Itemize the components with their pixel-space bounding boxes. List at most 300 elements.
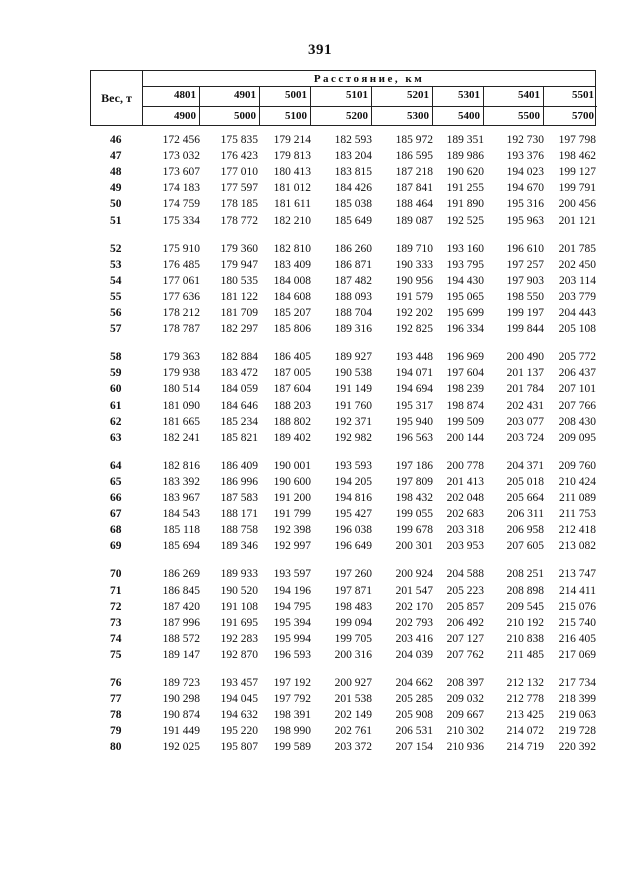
price-cell: 193 597 (273, 568, 311, 581)
weight-cell: 50 (110, 198, 122, 211)
price-cell: 198 990 (273, 725, 311, 738)
price-cell: 181 709 (220, 307, 258, 319)
price-cell: 194 795 (273, 600, 311, 613)
price-cell: 192 997 (273, 540, 311, 553)
price-cell: 195 394 (273, 616, 311, 629)
price-cell: 213 082 (558, 540, 596, 553)
price-cell: 188 758 (220, 524, 258, 537)
price-cell: 182 297 (220, 323, 258, 336)
table-row (90, 492, 596, 508)
price-cell: 205 857 (446, 600, 484, 613)
price-cell: 202 450 (558, 258, 596, 271)
table-row (90, 383, 596, 399)
weight-cell: 53 (110, 258, 122, 271)
price-cell: 206 531 (395, 725, 433, 738)
table-row (90, 416, 596, 432)
price-cell: 189 927 (334, 351, 372, 364)
price-cell: 185 694 (162, 540, 200, 553)
price-cell: 191 695 (220, 616, 258, 629)
price-cell: 194 430 (446, 274, 484, 287)
price-cell: 181 122 (220, 290, 258, 303)
price-cell: 180 413 (273, 166, 311, 179)
price-cell: 189 087 (395, 214, 433, 227)
price-cell: 176 485 (162, 258, 200, 271)
price-cell: 212 418 (558, 524, 596, 537)
price-cell: 195 699 (446, 307, 484, 319)
price-cell: 195 316 (506, 198, 544, 211)
weight-cell: 56 (110, 307, 122, 319)
price-cell: 184 059 (220, 383, 258, 396)
price-cell: 193 795 (446, 258, 484, 271)
price-cell: 187 583 (220, 492, 258, 504)
price-cell: 210 838 (506, 632, 544, 645)
price-cell: 213 425 (506, 709, 544, 722)
range-to: 5700 (572, 110, 594, 122)
price-cell: 194 694 (395, 383, 433, 396)
price-cell: 182 593 (334, 134, 372, 146)
price-cell: 172 456 (162, 134, 200, 146)
price-cell: 212 778 (506, 693, 544, 706)
price-cell: 198 432 (395, 492, 433, 504)
price-cell: 183 409 (273, 258, 311, 271)
table-row (90, 508, 596, 524)
price-cell: 200 301 (395, 540, 433, 553)
price-cell: 202 431 (506, 399, 544, 412)
weight-cell: 69 (110, 540, 122, 553)
price-cell: 217 734 (558, 677, 596, 689)
range-from: 5201 (407, 89, 429, 101)
range-divider (200, 106, 259, 107)
price-cell: 184 646 (220, 399, 258, 412)
price-cell: 203 416 (395, 632, 433, 645)
price-cell: 206 311 (507, 508, 544, 521)
table-row (90, 649, 596, 665)
weight-cell: 75 (110, 648, 122, 661)
price-cell: 190 001 (273, 459, 311, 472)
table-row (90, 275, 596, 291)
price-cell: 190 520 (220, 584, 258, 597)
table-row (90, 307, 596, 323)
table-row (90, 601, 596, 617)
price-cell: 212 132 (506, 677, 544, 689)
weight-cell: 55 (110, 290, 122, 303)
price-cell: 181 090 (162, 399, 200, 412)
price-cell: 197 903 (506, 274, 544, 287)
price-cell: 197 871 (334, 584, 372, 597)
price-cell: 183 472 (220, 367, 258, 380)
price-cell: 206 958 (506, 524, 544, 537)
price-cell: 189 346 (220, 540, 258, 553)
price-cell: 174 759 (162, 198, 200, 211)
price-cell: 186 269 (162, 568, 200, 581)
price-cell: 187 218 (395, 166, 433, 179)
price-cell: 200 490 (506, 351, 544, 364)
price-cell: 203 779 (558, 290, 596, 303)
table-row (90, 677, 596, 693)
price-cell: 189 147 (162, 648, 200, 661)
price-cell: 205 664 (506, 492, 544, 504)
price-cell: 177 061 (162, 274, 200, 287)
price-cell: 206 437 (558, 367, 596, 380)
price-cell: 189 986 (446, 150, 484, 163)
price-cell: 186 595 (395, 150, 433, 163)
price-cell: 209 760 (558, 459, 596, 472)
price-cell: 182 816 (162, 459, 200, 472)
weight-cell: 76 (110, 677, 122, 689)
weight-cell: 59 (110, 367, 122, 380)
price-cell: 185 649 (334, 214, 372, 227)
price-cell: 201 413 (446, 475, 484, 488)
price-cell: 203 077 (506, 415, 544, 428)
price-cell: 192 982 (334, 431, 372, 444)
price-cell: 189 402 (273, 431, 311, 444)
range-from: 5001 (285, 89, 307, 101)
price-cell: 195 427 (334, 508, 372, 521)
price-cell: 202 048 (446, 492, 484, 504)
range-from: 5401 (518, 89, 540, 101)
price-cell: 209 667 (446, 709, 484, 722)
price-cell: 195 807 (220, 741, 258, 754)
range-to: 5100 (285, 110, 307, 122)
price-cell: 204 371 (506, 459, 544, 472)
price-cell: 211 485 (507, 648, 544, 661)
price-cell: 191 579 (395, 290, 433, 303)
distance-range-5001-5100 (260, 87, 311, 125)
price-cell: 210 302 (446, 725, 484, 738)
price-cell: 185 207 (273, 307, 311, 319)
price-cell: 191 890 (446, 198, 484, 211)
price-cell: 210 424 (558, 475, 596, 488)
price-cell: 210 936 (446, 741, 484, 754)
weight-cell: 58 (110, 351, 122, 364)
price-cell: 188 802 (273, 415, 311, 428)
price-cell: 174 183 (162, 182, 200, 195)
price-cell: 184 543 (162, 508, 200, 521)
price-cell: 199 844 (506, 323, 544, 336)
price-cell: 201 538 (334, 693, 372, 706)
price-cell: 207 766 (558, 399, 596, 412)
price-cell: 182 884 (220, 351, 258, 364)
price-cell: 191 108 (220, 600, 258, 613)
table-row (90, 351, 596, 367)
range-to: 5300 (407, 110, 429, 122)
price-cell: 211 753 (559, 508, 596, 521)
price-cell: 203 318 (446, 524, 484, 537)
price-cell: 192 202 (395, 307, 433, 319)
price-cell: 186 845 (162, 584, 200, 597)
table-row (90, 633, 596, 649)
price-cell: 185 118 (163, 524, 200, 537)
distance-range-4901-5000 (200, 87, 260, 125)
price-cell: 207 605 (506, 540, 544, 553)
table-row (90, 617, 596, 633)
price-cell: 186 871 (334, 258, 372, 271)
weight-cell: 54 (110, 274, 122, 287)
price-cell: 199 055 (395, 508, 433, 521)
price-cell: 197 604 (446, 367, 484, 380)
price-cell: 199 509 (446, 415, 484, 428)
price-cell: 180 535 (220, 274, 258, 287)
table-row (90, 134, 596, 150)
price-cell: 202 683 (446, 508, 484, 521)
price-cell: 200 924 (395, 568, 433, 581)
price-cell: 206 492 (446, 616, 484, 629)
table-row (90, 725, 596, 741)
table-row (90, 693, 596, 709)
price-cell: 197 792 (273, 693, 311, 706)
price-cell: 197 260 (334, 568, 372, 581)
weight-cell: 73 (110, 616, 122, 629)
price-cell: 218 399 (558, 693, 596, 706)
range-divider (544, 106, 597, 107)
price-cell: 191 799 (273, 508, 311, 521)
price-cell: 202 761 (334, 725, 372, 738)
range-divider (433, 106, 483, 107)
price-cell: 205 908 (395, 709, 433, 722)
table-row (90, 323, 596, 339)
price-cell: 175 835 (220, 134, 258, 146)
price-cell: 191 760 (334, 399, 372, 412)
price-cell: 201 121 (558, 214, 596, 227)
price-cell: 186 405 (273, 351, 311, 364)
price-cell: 181 611 (274, 198, 311, 211)
range-divider (311, 106, 371, 107)
price-cell: 179 947 (220, 258, 258, 271)
price-cell: 193 448 (395, 351, 433, 364)
price-cell: 190 600 (273, 475, 311, 488)
price-cell: 219 063 (558, 709, 596, 722)
price-cell: 192 371 (334, 415, 372, 428)
weight-cell: 62 (110, 415, 122, 428)
price-cell: 207 154 (395, 741, 433, 754)
price-cell: 187 604 (273, 383, 311, 396)
weight-cell: 65 (110, 475, 122, 488)
price-cell: 190 956 (395, 274, 433, 287)
price-cell: 198 874 (446, 399, 484, 412)
price-cell: 200 456 (558, 198, 596, 211)
distance-range-5101-5200 (311, 87, 372, 125)
price-cell: 183 815 (334, 166, 372, 179)
price-cell: 207 101 (558, 383, 596, 396)
price-cell: 179 214 (273, 134, 311, 146)
price-cell: 204 039 (395, 648, 433, 661)
price-cell: 182 210 (273, 214, 311, 227)
price-cell: 205 108 (558, 323, 596, 336)
price-cell: 201 785 (558, 242, 596, 255)
price-cell: 185 234 (220, 415, 258, 428)
price-cell: 192 825 (395, 323, 433, 336)
price-cell: 188 203 (273, 399, 311, 412)
price-cell: 193 457 (220, 677, 258, 689)
price-cell: 199 589 (273, 741, 311, 754)
price-cell: 197 186 (395, 459, 433, 472)
table-row (90, 166, 596, 182)
weight-cell: 72 (110, 600, 122, 613)
weight-cell: 70 (110, 568, 122, 581)
price-cell: 175 334 (162, 214, 200, 227)
price-cell: 215 076 (558, 600, 596, 613)
price-cell: 187 996 (162, 616, 200, 629)
price-cell: 178 212 (162, 307, 200, 319)
price-cell: 191 255 (446, 182, 484, 195)
price-cell: 186 409 (220, 459, 258, 472)
table-row (90, 198, 596, 214)
weight-cell: 51 (110, 214, 122, 227)
price-cell: 187 841 (395, 182, 433, 195)
price-cell: 178 772 (220, 214, 258, 227)
price-cell: 183 392 (162, 475, 200, 488)
distance-header: Расстояние, км (143, 71, 595, 87)
price-cell: 173 607 (162, 166, 200, 179)
price-cell: 192 283 (220, 632, 258, 645)
price-cell: 187 420 (162, 600, 200, 613)
price-cell: 203 372 (334, 741, 372, 754)
table-row (90, 182, 596, 198)
price-cell: 204 662 (395, 677, 433, 689)
price-cell: 190 874 (162, 709, 200, 722)
price-cell: 204 588 (446, 568, 484, 581)
price-cell: 196 649 (334, 540, 372, 553)
price-cell: 186 996 (220, 475, 258, 488)
table-row (90, 476, 596, 492)
price-cell: 188 704 (334, 307, 372, 319)
price-cell: 196 334 (446, 323, 484, 336)
range-divider (484, 106, 543, 107)
price-cell: 202 149 (334, 709, 372, 722)
price-cell: 202 793 (395, 616, 433, 629)
price-cell: 191 200 (273, 492, 311, 504)
price-cell: 207 762 (446, 648, 484, 661)
price-cell: 205 772 (558, 351, 596, 364)
price-cell: 199 705 (334, 632, 372, 645)
price-cell: 209 095 (558, 431, 596, 444)
weight-cell: 78 (110, 709, 122, 722)
table-row (90, 400, 596, 416)
page-number: 391 (308, 42, 332, 58)
price-cell: 216 405 (558, 632, 596, 645)
table-row (90, 741, 596, 757)
range-divider (260, 106, 310, 107)
price-cell: 181 012 (273, 182, 311, 195)
price-cell: 191 149 (334, 383, 372, 396)
price-cell: 208 397 (446, 677, 484, 689)
price-cell: 181 665 (162, 415, 200, 428)
price-cell: 185 038 (334, 198, 372, 211)
price-cell: 192 730 (506, 134, 544, 146)
price-cell: 209 032 (446, 693, 484, 706)
table-row (90, 709, 596, 725)
price-cell: 177 597 (220, 182, 258, 195)
price-cell: 188 093 (334, 290, 372, 303)
price-cell: 183 967 (162, 492, 200, 504)
price-cell: 177 636 (162, 290, 200, 303)
price-cell: 220 392 (558, 741, 596, 754)
price-cell: 193 593 (334, 459, 372, 472)
weight-cell: 66 (110, 492, 122, 504)
price-cell: 201 137 (506, 367, 544, 380)
range-to: 5500 (518, 110, 540, 122)
price-cell: 210 192 (506, 616, 544, 629)
price-cell: 192 525 (446, 214, 484, 227)
price-cell: 201 784 (506, 383, 544, 396)
price-cell: 205 018 (506, 475, 544, 488)
price-cell: 198 483 (334, 600, 372, 613)
price-cell: 197 257 (506, 258, 544, 271)
price-cell: 209 545 (506, 600, 544, 613)
price-cell: 201 547 (395, 584, 433, 597)
table-row (90, 259, 596, 275)
price-cell: 200 927 (334, 677, 372, 689)
price-cell: 199 094 (334, 616, 372, 629)
price-cell: 190 298 (162, 693, 200, 706)
price-cell: 188 171 (220, 508, 258, 521)
price-cell: 190 620 (446, 166, 484, 179)
distance-range-5501-5700 (544, 87, 597, 125)
weight-cell: 68 (110, 524, 122, 537)
weight-cell: 60 (110, 383, 122, 396)
weight-cell: 79 (110, 725, 122, 738)
price-cell: 199 791 (558, 182, 596, 195)
price-cell: 219 728 (558, 725, 596, 738)
price-cell: 189 710 (395, 242, 433, 255)
price-cell: 191 449 (162, 725, 200, 738)
price-cell: 182 241 (162, 431, 200, 444)
price-cell: 197 809 (395, 475, 433, 488)
weight-cell: 49 (110, 182, 122, 195)
price-cell: 195 065 (446, 290, 484, 303)
price-cell: 186 260 (334, 242, 372, 255)
table-row (90, 460, 596, 476)
distance-range-5301-5400 (433, 87, 484, 125)
price-cell: 180 514 (162, 383, 200, 396)
price-cell: 192 398 (273, 524, 311, 537)
price-cell: 198 462 (558, 150, 596, 163)
price-cell: 214 719 (506, 741, 544, 754)
price-cell: 189 316 (334, 323, 372, 336)
range-divider (143, 106, 199, 107)
price-cell: 195 963 (506, 214, 544, 227)
price-cell: 179 938 (162, 367, 200, 380)
price-cell: 179 360 (220, 242, 258, 255)
price-cell: 200 316 (334, 648, 372, 661)
price-cell: 195 317 (395, 399, 433, 412)
table-row (90, 291, 596, 307)
price-cell: 199 197 (506, 307, 544, 319)
range-from: 5101 (346, 89, 368, 101)
weight-cell: 64 (110, 459, 122, 472)
weight-cell: 74 (110, 632, 122, 645)
weight-cell: 61 (110, 399, 122, 412)
range-from: 5301 (458, 89, 480, 101)
price-cell: 200 778 (446, 459, 484, 472)
weight-cell: 46 (110, 134, 122, 146)
price-cell: 205 285 (395, 693, 433, 706)
price-cell: 196 969 (446, 351, 484, 364)
price-cell: 194 632 (220, 709, 258, 722)
price-cell: 196 610 (506, 242, 544, 255)
price-cell: 177 010 (220, 166, 258, 179)
price-cell: 205 223 (446, 584, 484, 597)
price-cell: 214 072 (506, 725, 544, 738)
price-cell: 198 391 (273, 709, 311, 722)
price-cell: 217 069 (558, 648, 596, 661)
price-cell: 185 806 (273, 323, 311, 336)
table-row (90, 524, 596, 540)
price-cell: 193 160 (446, 242, 484, 255)
distance-range-4801-4900 (143, 87, 200, 125)
price-cell: 215 740 (558, 616, 596, 629)
range-to: 5000 (234, 110, 256, 122)
